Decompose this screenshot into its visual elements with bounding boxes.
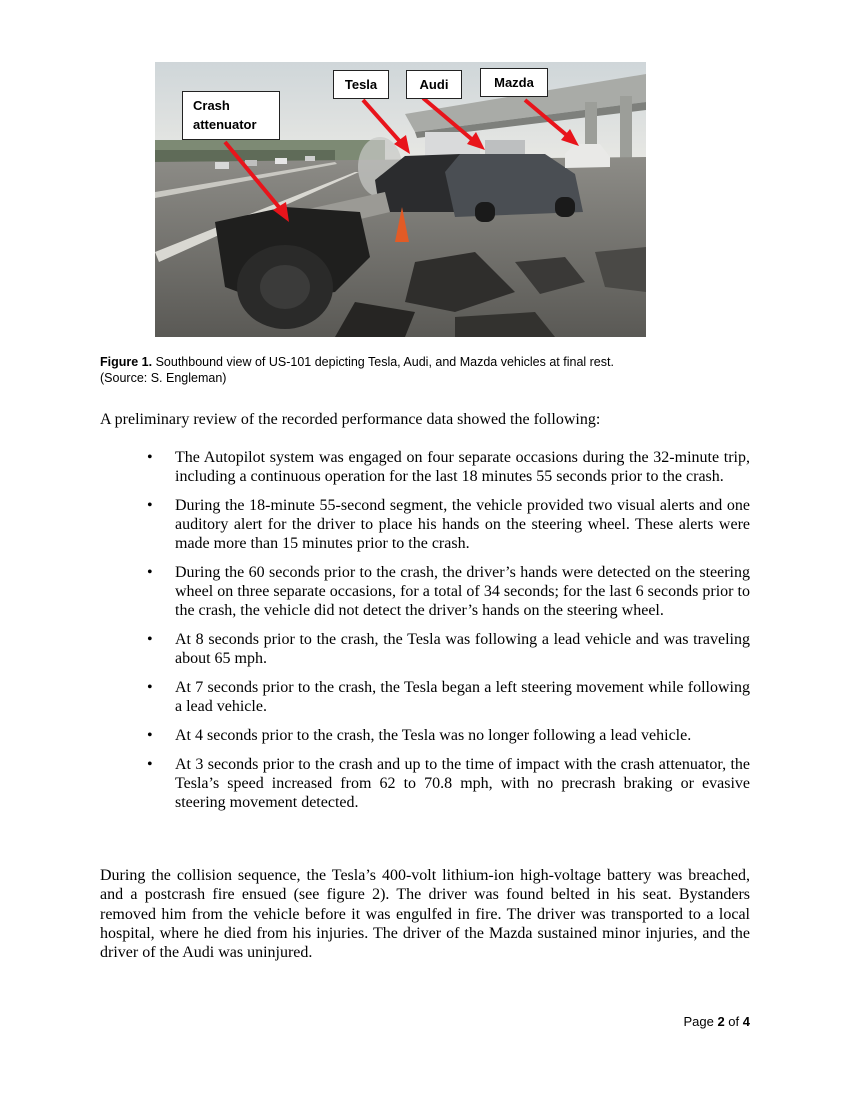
- list-item-text: At 7 seconds prior to the crash, the Tesla began a left steering movement while following a lead vehicle.: [175, 679, 750, 715]
- figure-caption-text: Southbound view of US-101 depicting Tesla, Audi, and Mazda vehicles at final rest.: [155, 355, 614, 369]
- label-audi-text: Audi: [419, 77, 449, 92]
- list-item: [100, 678, 750, 716]
- list-item: [100, 726, 750, 745]
- of-word: of: [728, 1014, 740, 1029]
- list-item-text: During the 18-minute 55-second segment, the vehicle provided two visual alerts and one auditory alert for the driver to place his hands on the steering wheel. These alerts were made more than 15 minutes prior to the crash.: [175, 497, 750, 552]
- bullet-icon: •: [147, 631, 153, 648]
- list-item: [100, 496, 750, 553]
- findings-list: [100, 448, 750, 822]
- figure-caption-source: (Source: S. Engleman): [100, 371, 227, 385]
- page-current: 2: [717, 1014, 725, 1029]
- bullet-icon: •: [147, 756, 153, 773]
- list-item-text: The Autopilot system was engaged on four separate occasions during the 32-minute trip, including a continuous operation for the last 18 minutes 55 seconds prior to the crash.: [175, 449, 750, 485]
- list-item: [100, 755, 750, 812]
- bullet-icon: •: [147, 564, 153, 581]
- label-mazda-text: Mazda: [494, 75, 534, 90]
- list-item-text: At 4 seconds prior to the crash, the Tesla was no longer following a lead vehicle.: [175, 727, 692, 744]
- list-item: [100, 448, 750, 486]
- bullet-icon: •: [147, 679, 153, 696]
- page-number: [683, 1014, 750, 1029]
- label-audi: [406, 70, 462, 99]
- page-word: Page: [683, 1014, 714, 1029]
- label-crash-attenuator-text: Crash attenuator: [193, 98, 257, 132]
- page-total: 4: [742, 1014, 750, 1029]
- intro-text: A preliminary review of the recorded performance data showed the following:: [100, 411, 601, 428]
- label-tesla-text: Tesla: [344, 77, 378, 92]
- list-item-text: At 8 seconds prior to the crash, the Tesla was following a lead vehicle and was traveling about 65 mph.: [175, 631, 750, 667]
- list-item-text: During the 60 seconds prior to the crash, the driver’s hands were detected on the steering wheel on three separate occasions, for a total of 34 seconds; for the last 6 seconds prior to the crash, the vehicle did not detect the driver’s hands on the steering wheel.: [175, 564, 750, 619]
- label-tesla: [333, 70, 389, 99]
- list-item-text: At 3 seconds prior to the crash and up to the time of impact with the crash attenuator, the Tesla’s speed increased from 62 to 70.8 mph, with no precrash braking or evasive steering movement detected.: [175, 756, 750, 811]
- body-paragraph: During the collision sequence, the Tesla’s 400-volt lithium-ion high-voltage battery was breached, and a postcrash fire ensued (see figure 2). The driver was found belted in his seat. Bystanders removed him from the vehicle before it was engulfed in fire. The driver was transported to a local hospital, where he died from his injuries. The driver of the Mazda sustained minor injuries, and the driver of the Audi was uninjured.: [100, 867, 750, 962]
- bullet-icon: •: [147, 497, 153, 514]
- list-item: [100, 563, 750, 620]
- figure-caption: [100, 354, 750, 386]
- label-crash-attenuator: [182, 91, 280, 140]
- figure-caption-label: Figure 1.: [100, 355, 153, 369]
- bullet-icon: •: [147, 727, 153, 744]
- label-mazda: [480, 68, 548, 97]
- bullet-icon: •: [147, 449, 153, 466]
- list-item: [100, 630, 750, 668]
